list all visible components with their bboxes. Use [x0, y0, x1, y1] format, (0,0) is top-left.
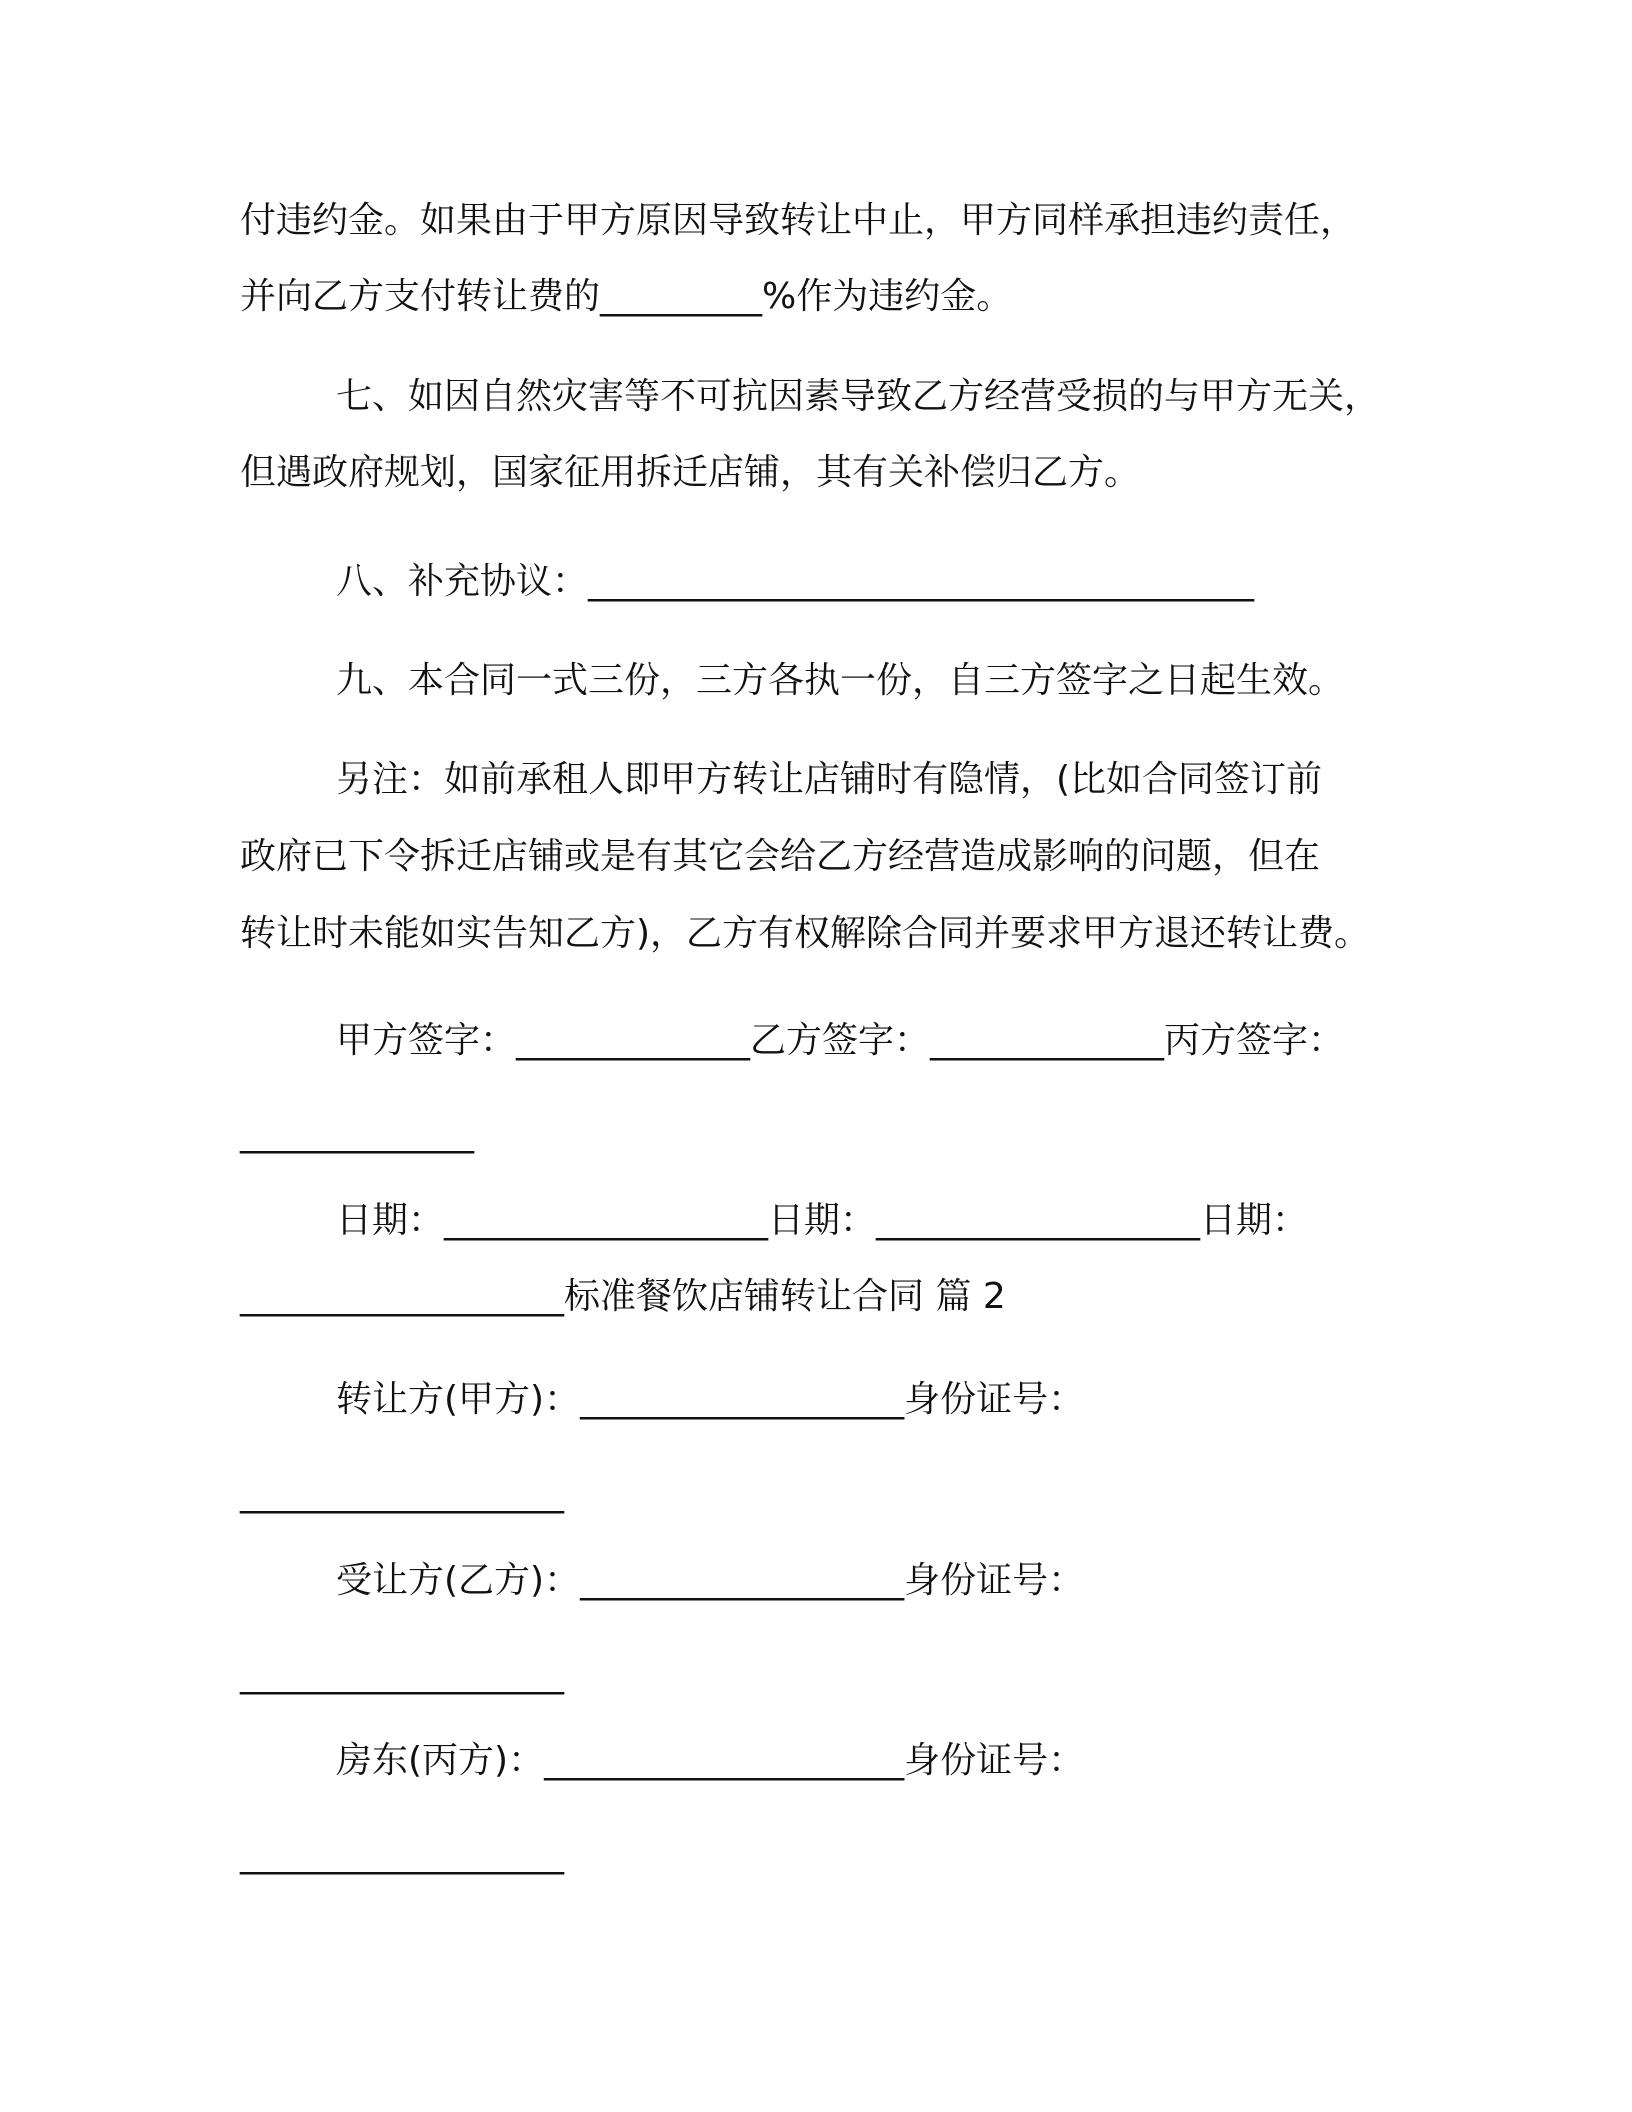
landlord-id-blank: __________________ — [240, 1834, 564, 1875]
text-line-1: 付违约金。如果由于甲方原因导致转让中止，甲方同样承担违约责任， — [240, 200, 1357, 241]
clause-9-effective: 九、本合同一式三份，三方各执一份，自三方签字之日起生效。 — [336, 660, 1345, 701]
signature-line-continued: _____________ — [240, 1113, 474, 1154]
landlord-line: 房东(丙方)：____________________身份证号： — [336, 1740, 1085, 1781]
transferor-id-blank: __________________ — [240, 1473, 564, 1514]
date-line: 日期：__________________日期：__________________日期： — [336, 1200, 1309, 1241]
clause-7-line-1: 七、如因自然灾害等不可抗因素导致乙方经营受损的与甲方无关， — [336, 376, 1381, 417]
note-line-2: 政府已下令拆迁店铺或是有其它会给乙方经营造成影响的问题，但在 — [240, 836, 1321, 877]
clause-7-line-2: 但遇政府规划，国家征用拆迁店铺，其有关补偿归乙方。 — [240, 452, 1141, 493]
note-line-3: 转让时未能如实告知乙方)，乙方有权解除合同并要求甲方退还转让费。 — [240, 913, 1371, 954]
transferee-line: 受让方(乙方)：__________________身份证号： — [336, 1560, 1085, 1601]
signature-line: 甲方签字：_____________乙方签字：_____________丙方签字： — [336, 1020, 1345, 1061]
transferee-id-blank: __________________ — [240, 1654, 564, 1695]
transferor-line: 转让方(甲方)：__________________身份证号： — [336, 1379, 1085, 1420]
text-line-2: 并向乙方支付转让费的_________%作为违约金。 — [240, 276, 1013, 317]
clause-8-supplementary: 八、补充协议：_____________________________________ — [336, 561, 1255, 602]
date-line-continued-title: __________________标准餐饮店铺转让合同 篇 2 — [240, 1276, 1006, 1317]
note-line-1: 另注：如前承租人即甲方转让店铺时有隐情，(比如合同签订前 — [336, 759, 1323, 800]
